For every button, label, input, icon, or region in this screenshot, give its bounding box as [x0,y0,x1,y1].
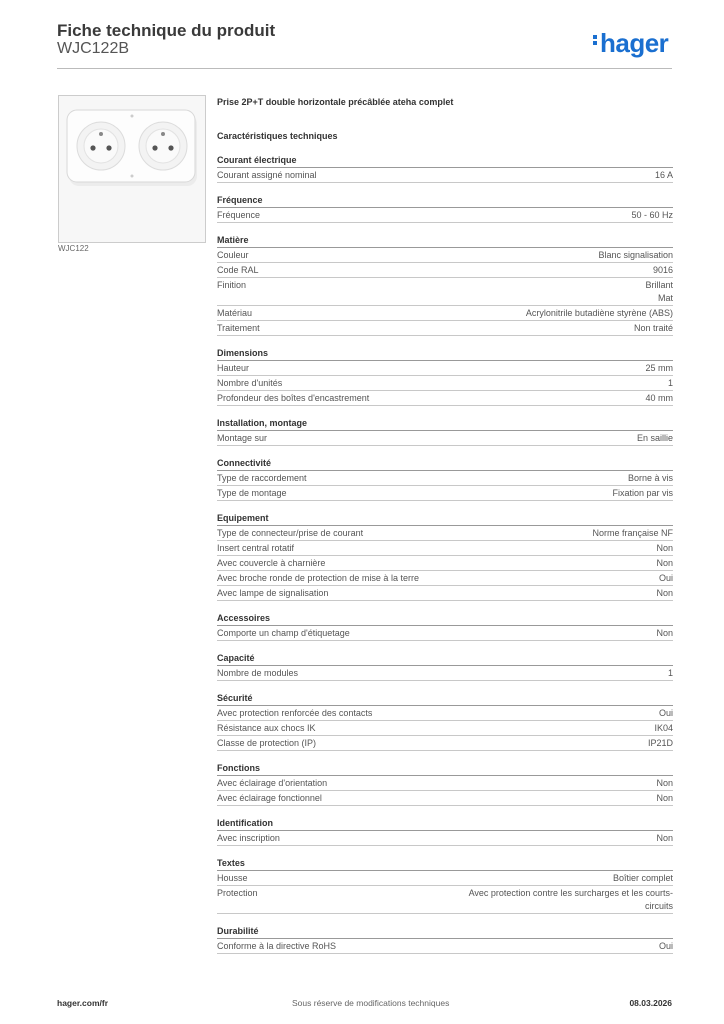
section-title: Equipement [217,511,673,526]
spec-value-line: Non [656,543,673,553]
product-reference: WJC122B [57,40,130,57]
spec-value [631,209,673,222]
spec-value-line: IK04 [654,723,673,733]
section-title: Installation, montage [217,416,673,431]
spec-row [217,306,673,321]
spec-section [217,456,673,501]
spec-value [526,307,673,320]
spec-value [648,737,673,750]
section-title: Fonctions [217,761,673,776]
spec-value [656,832,673,845]
spec-value-line: 25 mm [645,363,673,373]
spec-value-line: Boîtier complet [612,873,673,883]
spec-row [217,431,673,446]
spec-label: Matériau [217,308,253,318]
spec-value-line: Non [656,833,673,843]
footer-notice: Sous réserve de modifications techniques [292,998,450,1008]
spec-value-line: Avec protection contre les surcharges et les courts- [468,888,673,898]
spec-label: Résistance aux chocs IK [217,723,316,733]
spec-label: Housse [217,873,248,883]
spec-label: Avec protection renforcée des contacts [217,708,373,718]
spec-value [656,542,673,555]
product-photo [58,95,206,243]
spec-value-line: Mat [657,293,673,303]
spec-value [628,472,673,485]
spec-value [637,432,673,445]
spec-value-line: 1 [667,668,673,678]
spec-section [217,651,673,681]
spec-label: Type de raccordement [217,473,307,483]
spec-row [217,791,673,806]
spec-value [653,264,673,277]
section-title: Accessoires [217,611,673,626]
spec-row [217,208,673,223]
spec-label: Conforme à la directive RoHS [217,941,337,951]
spec-row [217,886,673,914]
section-title: Sécurité [217,691,673,706]
spec-value [668,667,673,680]
spec-value-line: 40 mm [645,393,673,403]
specs-heading: Caractéristiques techniques [217,131,338,141]
spec-value [655,169,673,182]
spec-value-line: circuits [644,901,673,911]
spec-value-line: Brillant [645,280,673,290]
spec-label: Classe de protection (IP) [217,738,317,748]
spec-label: Profondeur des boîtes d'encastrement [217,393,370,403]
spec-value [659,572,673,585]
spec-row [217,263,673,278]
spec-value [613,872,673,885]
spec-value [645,279,673,305]
spec-row [217,526,673,541]
section-title: Courant électrique [217,153,673,168]
spec-row [217,626,673,641]
spec-label: Avec éclairage fonctionnel [217,793,322,803]
spec-value [654,722,673,735]
spec-section [217,611,673,641]
spec-value-line: Borne à vis [627,473,673,483]
spec-section [217,511,673,601]
spec-section [217,816,673,846]
spec-value [592,527,673,540]
spec-row [217,376,673,391]
spec-label: Type de montage [217,488,287,498]
spec-section [217,691,673,751]
spec-value-line: Non [656,558,673,568]
spec-row [217,248,673,263]
spec-section [217,416,673,446]
spec-value [598,249,673,262]
spec-value [668,377,673,390]
spec-label: Courant assigné nominal [217,170,317,180]
spec-value-line: Non [656,778,673,788]
spec-label: Avec éclairage d'orientation [217,778,328,788]
spec-label: Comporte un champ d'étiquetage [217,628,350,638]
spec-value-line: 9016 [652,265,673,275]
spec-row [217,586,673,601]
spec-label: Avec inscription [217,833,280,843]
section-title: Matière [217,233,673,248]
spec-content [217,95,673,954]
spec-row [217,361,673,376]
photo-caption: WJC122 [58,244,89,253]
spec-value [659,707,673,720]
section-title: Durabilité [217,924,673,939]
spec-label: Fréquence [217,210,261,220]
spec-section [217,193,673,223]
spec-label: Avec couvercle à charnière [217,558,326,568]
spec-section [217,856,673,914]
spec-label: Montage sur [217,433,268,443]
spec-value-line: Oui [658,573,673,583]
spec-row [217,556,673,571]
header-divider [57,68,672,69]
spec-value [656,557,673,570]
section-title: Dimensions [217,346,673,361]
spec-label: Code RAL [217,265,259,275]
spec-row [217,871,673,886]
logo-colon-icon [593,35,598,47]
spec-row [217,706,673,721]
spec-label: Protection [217,888,258,898]
spec-row [217,571,673,586]
spec-value [656,777,673,790]
spec-value-line: Non [656,793,673,803]
spec-value [469,887,673,913]
spec-label: Couleur [217,250,249,260]
spec-value [645,392,673,405]
product-name: Prise 2P+T double horizontale précâblée ateha complet [217,97,454,107]
spec-section [217,346,673,406]
spec-row [217,321,673,336]
logo-text: hager [600,28,669,58]
spec-value [656,627,673,640]
spec-row [217,736,673,751]
spec-row [217,721,673,736]
footer-website: hager.com/fr [57,998,109,1008]
spec-value-line: Acrylonitrile butadiène styrène (ABS) [525,308,673,318]
spec-value [656,792,673,805]
spec-row [217,666,673,681]
spec-value [645,362,673,375]
spec-section [217,924,673,954]
spec-value-line: Fixation par vis [612,488,673,498]
spec-value-line: Non [656,588,673,598]
spec-row [217,278,673,306]
spec-row [217,541,673,556]
spec-label: Avec lampe de signalisation [217,588,329,598]
spec-label: Nombre d'unités [217,378,283,388]
spec-label: Avec broche ronde de protection de mise à la terre [217,573,419,583]
spec-value-line: Non traité [633,323,673,333]
hager-logo [593,28,668,59]
spec-label: Nombre de modules [217,668,299,678]
spec-section [217,153,673,183]
spec-row [217,391,673,406]
section-title: Capacité [217,651,673,666]
section-title: Connectivité [217,456,673,471]
spec-value [656,587,673,600]
spec-value-line: Oui [658,941,673,951]
spec-value-line: Non [656,628,673,638]
spec-row [217,168,673,183]
spec-value-line: Oui [658,708,673,718]
spec-row [217,486,673,501]
spec-label: Traitement [217,323,260,333]
spec-value [634,322,673,335]
spec-label: Hauteur [217,363,250,373]
spec-section [217,761,673,806]
spec-label: Finition [217,280,247,290]
spec-row [217,776,673,791]
spec-value [612,487,673,500]
spec-row [217,939,673,954]
spec-label: Type de connecteur/prise de courant [217,528,364,538]
spec-value-line: 16 A [654,170,673,180]
spec-row [217,831,673,846]
spec-value-line: En saillie [636,433,673,443]
page-title: Fiche technique du produit [57,21,276,40]
spec-value-line: Blanc signalisation [598,250,673,260]
spec-value-line: 1 [667,378,673,388]
section-title: Identification [217,816,673,831]
section-title: Fréquence [217,193,673,208]
double-socket-image [59,96,205,242]
spec-label: Insert central rotatif [217,543,295,553]
spec-value-line: 50 - 60 Hz [631,210,673,220]
spec-value-line: Norme française NF [592,528,673,538]
spec-section [217,233,673,336]
spec-row [217,471,673,486]
footer-date: 08.03.2026 [629,998,672,1008]
section-title: Textes [217,856,673,871]
spec-value-line: IP21D [647,738,673,748]
spec-sections [217,153,673,954]
spec-value [659,940,673,953]
